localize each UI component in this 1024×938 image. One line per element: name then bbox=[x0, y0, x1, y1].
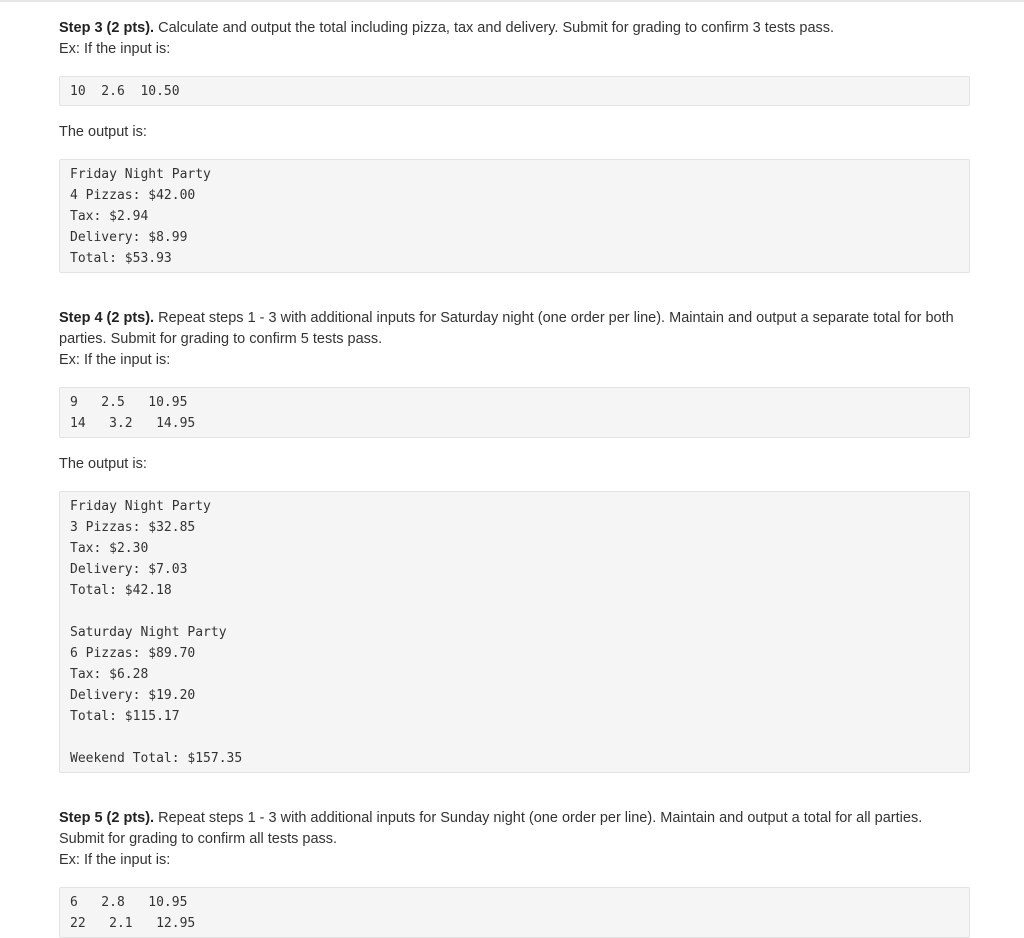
step3-input-block bbox=[59, 76, 970, 106]
code-line: Total: $53.93 bbox=[70, 251, 172, 266]
step4-title: Step 4 (2 pts). bbox=[59, 310, 155, 326]
code-line: Tax: $2.30 bbox=[70, 541, 149, 556]
code-line: Delivery: $7.03 bbox=[70, 562, 188, 577]
code-line: 14 3.2 14.95 bbox=[70, 416, 196, 431]
step4-output-block bbox=[59, 491, 970, 773]
code-line: Weekend Total: $157.35 bbox=[70, 751, 243, 766]
code-line: 10 2.6 10.50 bbox=[70, 84, 180, 99]
step4-text: Repeat steps 1 - 3 with additional inputs for Saturday night (one order per line). Maintain and output a separate total for both bbox=[154, 310, 954, 326]
code-line: 22 2.1 12.95 bbox=[70, 916, 196, 931]
code-line: 4 Pizzas: $42.00 bbox=[70, 188, 196, 203]
code-line: Total: $42.18 bbox=[70, 583, 172, 598]
step5-example-label: Ex: If the input is: bbox=[59, 852, 171, 868]
code-line: 3 Pizzas: $32.85 bbox=[70, 520, 196, 535]
blank-line bbox=[70, 727, 959, 748]
step5-title: Step 5 (2 pts). bbox=[59, 810, 155, 826]
step3-description bbox=[59, 18, 971, 39]
step4-output-label: The output is: bbox=[59, 456, 147, 472]
step4-input-block bbox=[59, 387, 970, 438]
code-line: 6 Pizzas: $89.70 bbox=[70, 646, 196, 661]
top-divider bbox=[0, 0, 1024, 2]
step3-output-label: The output is: bbox=[59, 124, 147, 140]
code-line: Delivery: $19.20 bbox=[70, 688, 196, 703]
blank-line bbox=[70, 601, 959, 622]
code-line: Delivery: $8.99 bbox=[70, 230, 188, 245]
code-line: Saturday Night Party bbox=[70, 625, 227, 640]
code-line: 6 2.8 10.95 bbox=[70, 895, 188, 910]
code-line: Tax: $2.94 bbox=[70, 209, 149, 224]
step4-example-label: Ex: If the input is: bbox=[59, 352, 171, 368]
instructions-content bbox=[59, 18, 971, 938]
step3-text: Calculate and output the total including pizza, tax and delivery. Submit for grading to confirm 3 tests pass. bbox=[154, 20, 835, 36]
step5-text-cont: Submit for grading to confirm all tests pass. bbox=[59, 831, 338, 847]
step3-example-label: Ex: If the input is: bbox=[59, 41, 171, 57]
code-line: 9 2.5 10.95 bbox=[70, 395, 188, 410]
step4-text-cont: parties. Submit for grading to confirm 5 tests pass. bbox=[59, 331, 383, 347]
step3-output-block bbox=[59, 159, 970, 273]
step5-text: Repeat steps 1 - 3 with additional inputs for Sunday night (one order per line). Maintain and output a total for all parties. bbox=[154, 810, 923, 826]
step3-title: Step 3 (2 pts). bbox=[59, 20, 155, 36]
step4-description bbox=[59, 308, 971, 350]
code-line: Total: $115.17 bbox=[70, 709, 180, 724]
step5-description bbox=[59, 808, 971, 850]
code-line: Friday Night Party bbox=[70, 167, 211, 182]
code-line: Tax: $6.28 bbox=[70, 667, 149, 682]
code-line: Friday Night Party bbox=[70, 499, 211, 514]
step5-input-block bbox=[59, 887, 970, 938]
